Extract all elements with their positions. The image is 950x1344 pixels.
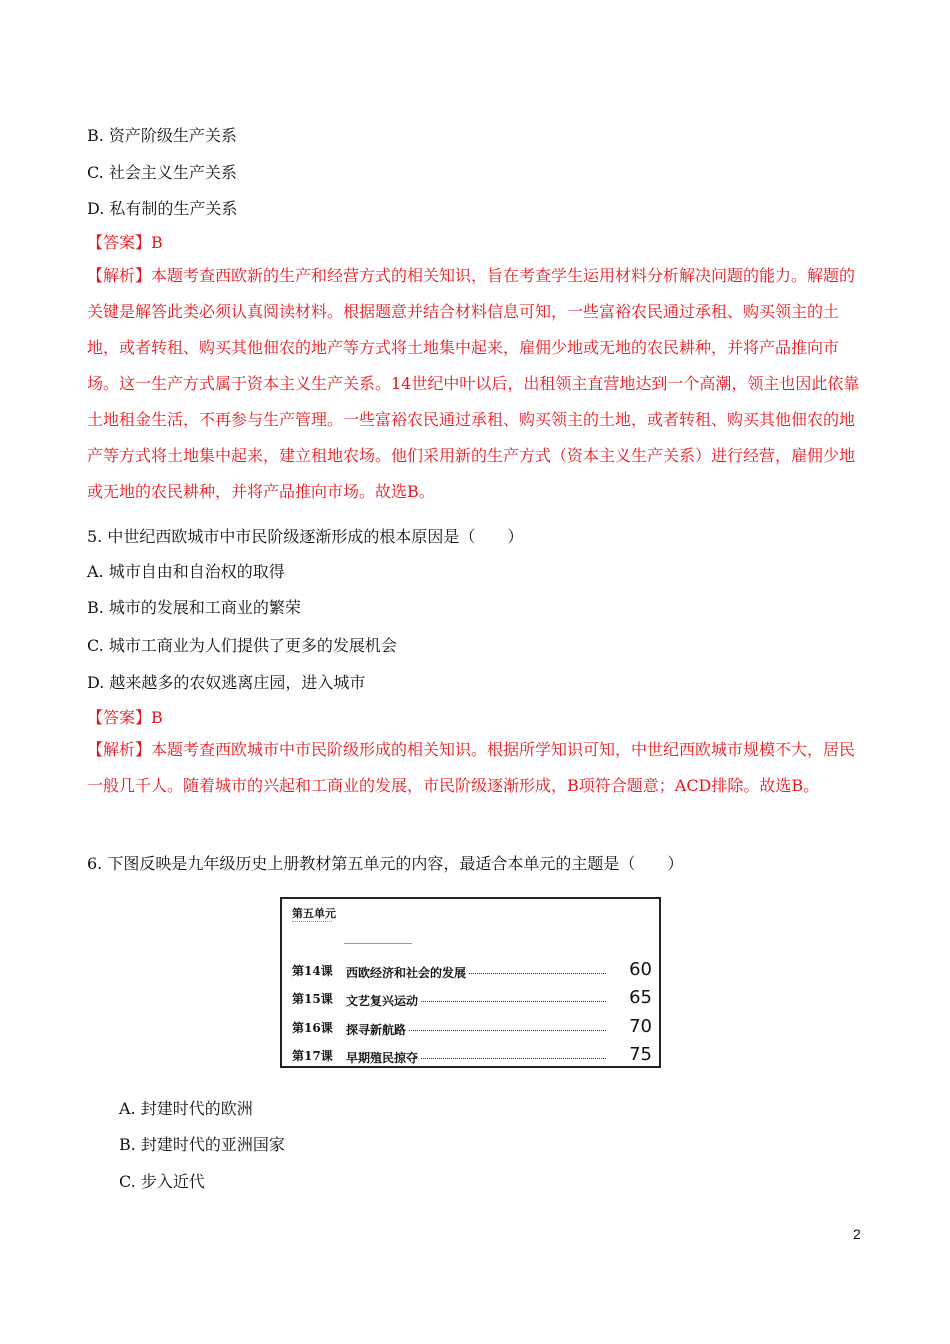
q5-analysis-label: 【解析】 <box>87 740 152 759</box>
toc-lesson-number: 第16课 <box>292 1021 333 1035</box>
q4-answer: 【答案】B <box>87 233 163 252</box>
toc-lesson-number: 第14课 <box>292 964 333 978</box>
toc-lesson-topic: 文艺复兴运动 <box>346 994 419 1008</box>
q6-option-a: A. 封建时代的欧洲 <box>119 1099 253 1118</box>
q6-stem: 6. 下图反映是九年级历史上册教材第五单元的内容，最适合本单元的主题是（ ） <box>87 854 684 873</box>
q6-option-b: B. 封建时代的亚洲国家 <box>119 1135 285 1154</box>
toc-row <box>292 1044 652 1068</box>
toc-lesson-topic: 西欧经济和社会的发展 <box>346 966 467 980</box>
toc-page-number: 70 <box>629 1016 652 1037</box>
toc-row <box>292 959 652 983</box>
toc-unit-title: 第五单元 <box>292 907 336 920</box>
toc-row <box>292 1016 652 1040</box>
toc-lesson-topic: 早期殖民掠夺 <box>346 1051 419 1065</box>
toc-page-number: 65 <box>629 987 652 1008</box>
q5-option-d: D. 越来越多的农奴逃离庄园，进入城市 <box>87 673 366 692</box>
toc-page-number: 75 <box>629 1044 652 1065</box>
toc-lesson-number: 第15课 <box>292 992 333 1006</box>
q4-analysis-text: 本题考查西欧新的生产和经营方式的相关知识，旨在考查学生运用材料分析解决问题的能力。解题的关键是解答此类必须认真阅读材料。根据题意并结合材料信息可知，一些富裕农民通过承租、购买领主的土地，或者转租、购买其他佃农的地产等方式将土地集中起来，雇佣少地或无地的农民耕种，并将产品推向市场。这一生产方式属于资本主义生产关系。14世纪中叶以后，出租领主直营地达到一个高潮，领主也因此依靠土地租金生活，不再参与生产管理。一些富裕农民通过承租、购买领主的土地，或者转租、购买其他佃农的地产等方式将土地集中起来，建立租地农场。他们采用新的生产方式（资本主义生产关系）进行经营，雇佣少地或无地的农民耕种，并将产品推向市场。故选B。 <box>87 266 860 501</box>
toc-faint-subtitle <box>292 921 332 922</box>
textbook-toc-image <box>280 897 661 1068</box>
q4-option-b: B. 资产阶级生产关系 <box>87 126 237 145</box>
toc-divider <box>344 943 412 944</box>
toc-row <box>292 987 652 1011</box>
page-number: 2 <box>853 1226 861 1242</box>
q4-analysis <box>87 258 865 510</box>
toc-lesson-topic: 探寻新航路 <box>346 1023 407 1037</box>
q5-option-a: A. 城市自由和自治权的取得 <box>87 562 285 581</box>
q5-analysis <box>87 732 865 804</box>
q5-option-c: C. 城市工商业为人们提供了更多的发展机会 <box>87 636 397 655</box>
q4-option-d: D. 私有制的生产关系 <box>87 199 238 218</box>
q6-option-c: C. 步入近代 <box>119 1172 205 1191</box>
q5-stem: 5. 中世纪西欧城市中市民阶级逐渐形成的根本原因是（ ） <box>87 527 524 546</box>
q5-analysis-text: 本题考查西欧城市中市民阶级形成的相关知识。根据所学知识可知，中世纪西欧城市规模不大，居民一般几千人。随着城市的兴起和工商业的发展，市民阶级逐渐形成，B项符合题意；ACD排除。故选B。 <box>87 740 856 795</box>
q4-option-c: C. 社会主义生产关系 <box>87 163 237 182</box>
q5-option-b: B. 城市的发展和工商业的繁荣 <box>87 598 301 617</box>
toc-lesson-number: 第17课 <box>292 1049 333 1063</box>
q5-answer: 【答案】B <box>87 708 163 727</box>
toc-page-number: 60 <box>629 959 652 980</box>
q4-analysis-label: 【解析】 <box>87 266 152 285</box>
